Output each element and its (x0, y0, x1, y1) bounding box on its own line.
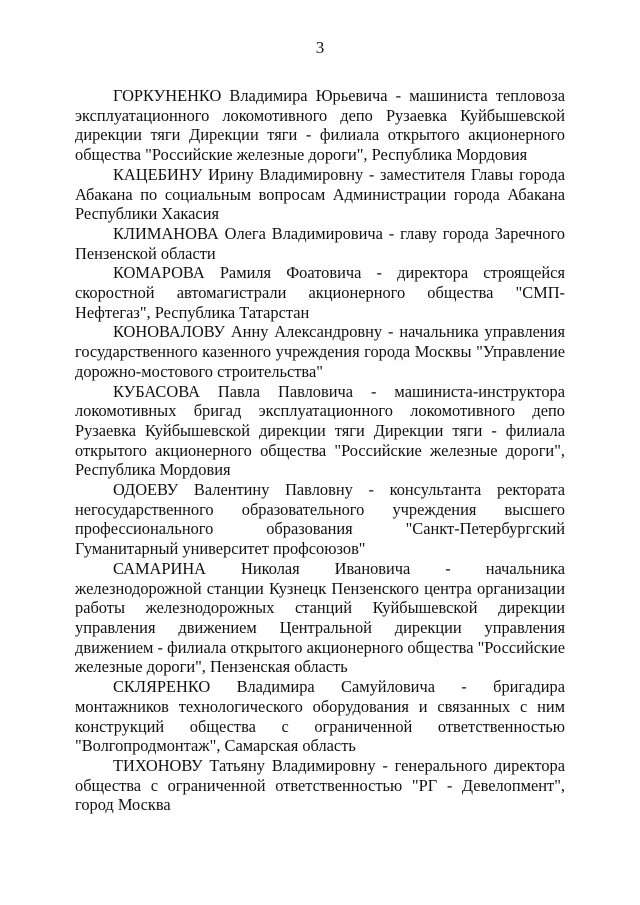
list-item: КЛИМАНОВА Олега Владимировича - главу города Заречного Пензенской области (75, 223, 565, 263)
list-item: КАЦЕБИНУ Ирину Владимировну - заместителя Главы города Абакана по социальным вопросам Администрации города Абакана Республики Хакасия (75, 164, 565, 224)
list-item: СКЛЯРЕНКО Владимира Самуйловича - бригадира монтажников технологического оборудования и связанных с ним конструкций общества с ограниченной ответственностью "Волгопродмонтаж", Самарская область (75, 677, 565, 756)
page-number: 3 (315, 38, 325, 57)
list-item: ОДОЕВУ Валентину Павловну - консультанта ректората негосударственного образовательного учреждения высшего профессионального образования "Санкт-Петербургский Гуманитарный университет профсоюзов" (75, 480, 565, 559)
list-item: САМАРИНА Николая Ивановича - начальника железнодорожной станции Кузнецк Пензенского центра организации работы железнодорожных станций Куйбышевской дирекции управления движением Центральной дирекции управления движением - филиала открытого акционерного общества "Российские железные дороги", Пензенская область (75, 558, 565, 677)
award-list (75, 86, 565, 815)
list-item: ГОРКУНЕНКО Владимира Юрьевича - машиниста тепловоза эксплуатационного локомотивного депо Рузаевка Куйбышевской дирекции тяги Дирекции тяги - филиала открытого акционерного общества "Российские железные дороги", Республика Мордовия (75, 86, 565, 165)
list-item: ТИХОНОВУ Татьяну Владимировну - генерального директора общества с ограниченной ответственностью "РГ - Девелопмент", город Москва (75, 755, 565, 815)
list-item: КОНОВАЛОВУ Анну Александровну - начальника управления государственного казенного учреждения города Москвы "Управление дорожно-мостового строительства" (75, 322, 565, 381)
list-item: КУБАСОВА Павла Павловича - машиниста-инструктора локомотивных бригад эксплуатационного локомотивного депо Рузаевка Куйбышевской дирекции тяги Дирекции тяги - филиала открытого акционерного общества "Российские железные дороги", Республика Мордовия (75, 381, 565, 480)
list-item: КОМАРОВА Рамиля Фоатовича - директора строящейся скоростной автомагистрали акционерного общества "СМП-Нефтегаз", Республика Татарстан (75, 263, 565, 322)
